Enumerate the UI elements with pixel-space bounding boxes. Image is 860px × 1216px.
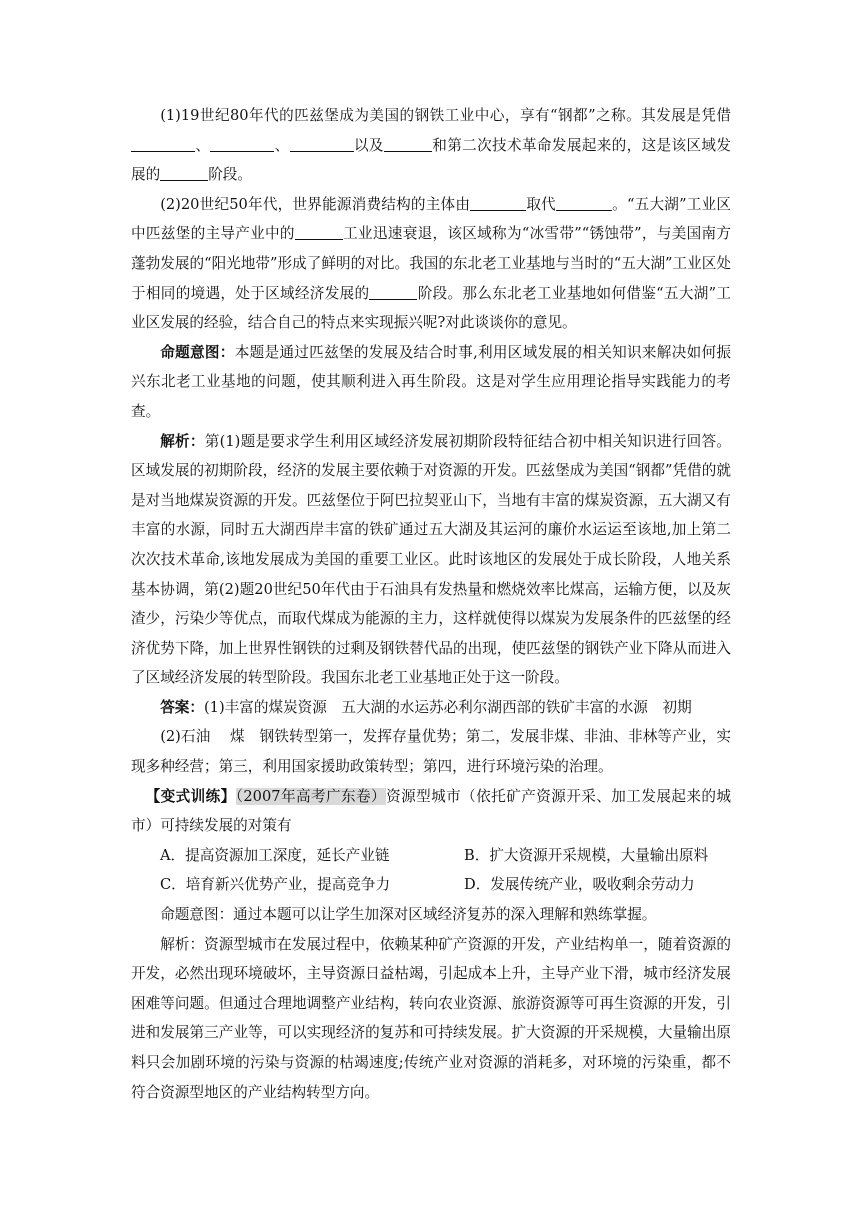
question-2-text-c: 。“五大湖”工业区中匹兹堡的主导产业中的	[131, 195, 731, 243]
answer-1	[131, 693, 731, 723]
separator-text: 、	[195, 136, 211, 154]
analysis-2: 解析：资源型城市在发展过程中，依赖某种矿产资源的开发，产业结构单一，随着资源的开发，必然出现环境破坏，主导资源日益枯竭，引起成本上升，主导产业下滑，城市经济发展困难等问题。但通过合理地调整产业结构，转向农业资源、旅游资源等可再生资源的开发，引进和发展第三产业等，可以实现经济的复苏和可持续发展。扩大资源的开采规模，大量输出原料只会加剧环境的污染与资源的枯竭速度;传统产业对资源的消耗多，对环境的污染重，都不符合资源型地区的产业结构转型方向。	[131, 935, 731, 1101]
question-2-text-d: 工业迅速衰退，该区域称为“冰雪带”“锈蚀带”，与美国南方蓬勃发展的“阳光地带”形成了鲜明的对比。我国的东北老工业基地与当时的“五大湖”工业区处于相同的境遇，处于区域经济发展的	[131, 225, 731, 302]
fill-blank	[295, 222, 343, 240]
question-2	[131, 190, 731, 338]
intent-1	[131, 338, 731, 427]
variant-text: 资源型城市（依托矿产资源开采、加工发展起来的城市）可持续发展的对策有	[131, 787, 731, 835]
fill-blank	[160, 163, 208, 181]
intent-1-text: 本题是通过匹兹堡的发展及结合时事,利用区域发展的相关知识来解决如何振兴东北老工业基地的问题，使其顺利进入再生阶段。这是对学生应用理论指导实践能力的考查。	[131, 343, 731, 420]
option-d: D．发展传统产业，吸收剩余劳动力	[464, 876, 695, 894]
answer-1-line-2: (2)石油 煤 钢铁转型第一，发挥存量优势；第二，发展非煤、非油、非林等产业，实现多种经营；第三，利用国家援助政策转型；第四，进行环境污染的治理。	[131, 728, 731, 776]
question-2-text-a: (2)20世纪50年代，世界能源消费结构的主体由	[160, 195, 471, 213]
analysis-1	[131, 427, 731, 693]
question-1-text-a: (1)19世纪80年代的匹兹堡成为美国的钢铁工业中心，享有“钢都”之称。其发展是凭借	[160, 107, 731, 124]
intent-2: 命题意图：通过本题可以让学生加深对区域经济复苏的深入理解和熟练掌握。	[160, 906, 657, 924]
fill-blank	[290, 134, 354, 152]
option-c: C．培育新兴优势产业，提高竞争力	[160, 876, 391, 894]
fill-blank	[210, 134, 274, 152]
variant-source: （2007年高考广东卷）	[235, 787, 387, 805]
question-1-text-b: 和第二次技术革命发展起来的，这是该区域发展的	[131, 136, 731, 184]
option-a: A．提高资源加工深度，延长产业链	[160, 846, 390, 864]
variant-label: 【变式训练】	[145, 787, 236, 805]
options-list	[131, 841, 731, 900]
fill-blank	[369, 282, 417, 300]
question-1-text-c: 阶段。	[208, 166, 252, 184]
question-2-text-b: 取代	[526, 195, 556, 213]
answer-1-line-1: (1)丰富的煤炭资源 五大湖的水运苏必利尔湖西部的铁矿丰富的水源 初期	[203, 698, 692, 716]
intent-1-label: 命题意图：	[160, 343, 235, 361]
fill-blank	[131, 134, 195, 152]
separator-text: 、	[274, 136, 290, 154]
fill-blank	[470, 193, 526, 211]
fill-blank	[384, 134, 432, 152]
separator-text: 以及	[353, 136, 384, 154]
fill-blank	[556, 193, 612, 211]
analysis-1-text: 第(1)题是要求学生利用区域经济发展初期阶段特征结合初中相关知识进行回答。区域发展的初期阶段，经济的发展主要依赖于对资源的开发。匹兹堡成为美国“钢都”凭借的就是对当地煤炭资源的开发。匹兹堡位于阿巴拉契亚山下，当地有丰富的煤炭资源，五大湖又有丰富的水源，同时五大湖西岸丰富的铁矿通过五大湖及其运河的廉价水运运至该地,加上第二次次技术革命,该地发展成为美国的重要工业区。此时该地区的发展处于成长阶段，人地关系基本协调，第(2)题20世纪50年代由于石油具有发热量和燃烧效率比煤高，运输方便，以及灰渣少，污染少等优点，而取代煤成为能源的主力，这样就使得以煤炭为发展条件的匹兹堡的经济优势下降，加上世界性钢铁的过剩及钢铁替代品的出现，使匹兹堡的钢铁产业下降从而进入了区域经济发展的转型阶段。我国东北老工业基地正处于这一阶段。	[131, 432, 731, 687]
option-b: B．扩大资源开采规模，大量输出原料	[464, 846, 709, 864]
answer-1-label: 答案：	[160, 698, 204, 716]
document-body	[131, 101, 731, 1107]
question-1	[131, 101, 731, 190]
variant-training	[131, 782, 731, 841]
question-2-text-e: 阶段。那么东北老工业基地如何借鉴“五大湖”工业区发展的经验，结合自己的特点来实现振兴呢?对此谈谈你的意见。	[131, 284, 731, 332]
analysis-1-label: 解析：	[160, 432, 205, 450]
